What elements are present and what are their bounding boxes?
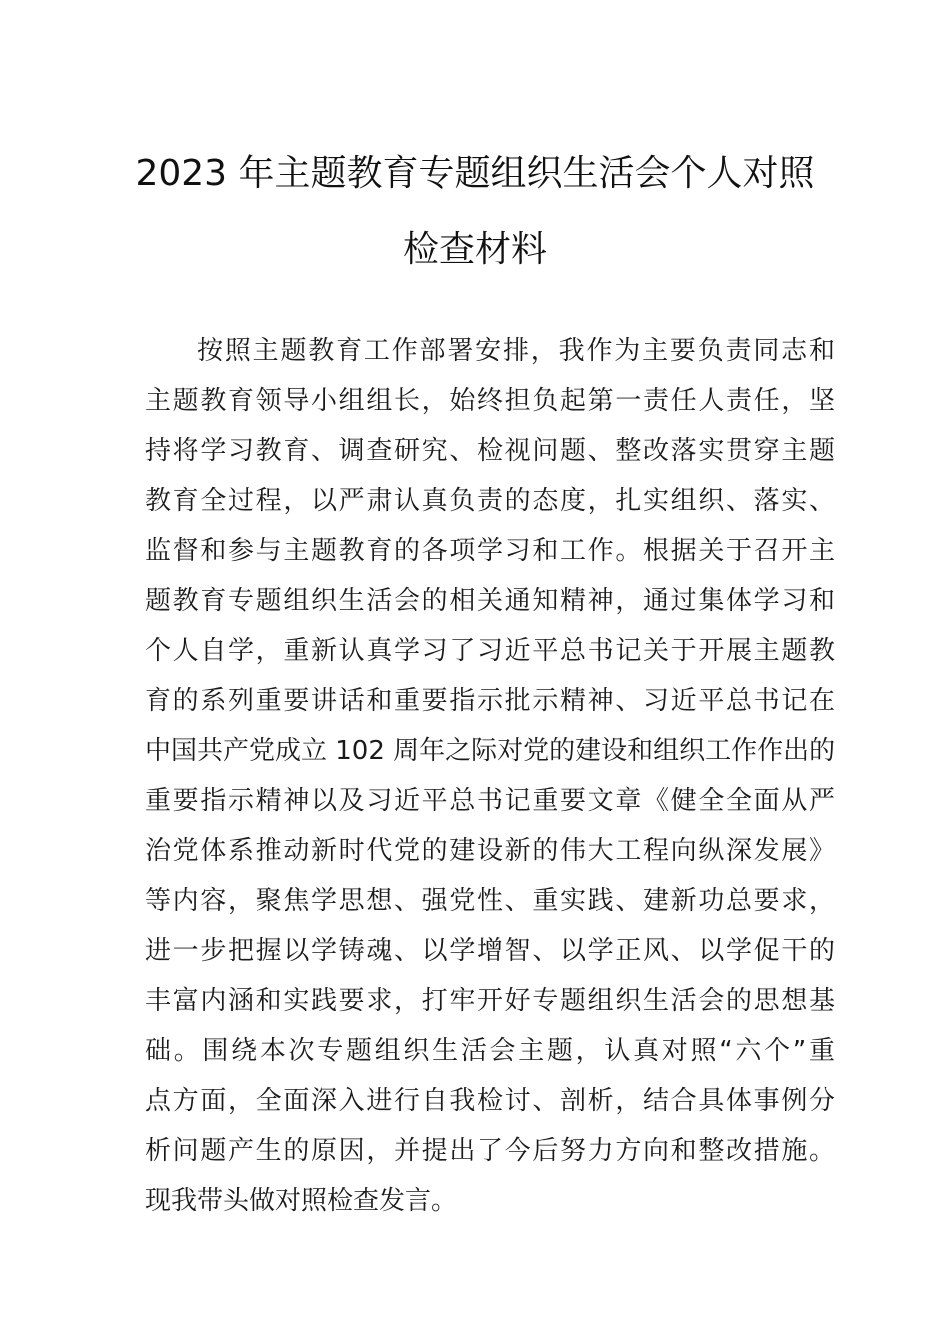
paragraph-line: 主题教育领导小组组长，始终担负起第一责任人责任，坚 (145, 386, 835, 416)
paragraph-line: 丰富内涵和实践要求，打牢开好专题组织生活会的思想基 (145, 986, 835, 1016)
paragraph-line: 点方面，全面深入进行自我检讨、剖析，结合具体事例分 (145, 1086, 835, 1116)
paragraph-line: 等内容，聚焦学思想、强党性、重实践、建新功总要求， (145, 886, 835, 916)
document-title-line-1: 2023 年主题教育专题组织生活会个人对照 (135, 153, 815, 194)
paragraph-line: 监督和参与主题教育的各项学习和工作。根据关于召开主 (145, 536, 835, 566)
paragraph-line: 中国共产党成立 102 周年之际对党的建设和组织工作作出的 (145, 736, 836, 766)
paragraph-line: 治党体系推动新时代党的建设新的伟大工程向纵深发展》 (145, 836, 835, 866)
paragraph-line: 进一步把握以学铸魂、以学增智、以学正风、以学促干的 (145, 936, 835, 966)
paragraph-line: 育的系列重要讲话和重要指示批示精神、习近平总书记在 (145, 686, 835, 716)
paragraph-line: 按照主题教育工作部署安排，我作为主要负责同志和 (197, 336, 835, 366)
paragraph-line: 持将学习教育、调查研究、检视问题、整改落实贯穿主题 (145, 436, 835, 466)
paragraph-line: 个人自学，重新认真学习了习近平总书记关于开展主题教 (145, 636, 835, 666)
paragraph-line: 现我带头做对照检查发言。 (145, 1186, 458, 1216)
paragraph-line: 题教育专题组织生活会的相关通知精神，通过集体学习和 (145, 586, 835, 616)
paragraph-line: 析问题产生的原因，并提出了今后努力方向和整改措施。 (145, 1136, 835, 1166)
paragraph-line: 教育全过程，以严肃认真负责的态度，扎实组织、落实、 (145, 486, 835, 516)
body-paragraph (145, 326, 835, 1226)
document-title-line-2: 检查材料 (402, 229, 547, 270)
paragraph-line: 重要指示精神以及习近平总书记重要文章《健全全面从严 (145, 786, 835, 816)
paragraph-line: 础。围绕本次专题组织生活会主题，认真对照“六个”重 (145, 1036, 835, 1066)
